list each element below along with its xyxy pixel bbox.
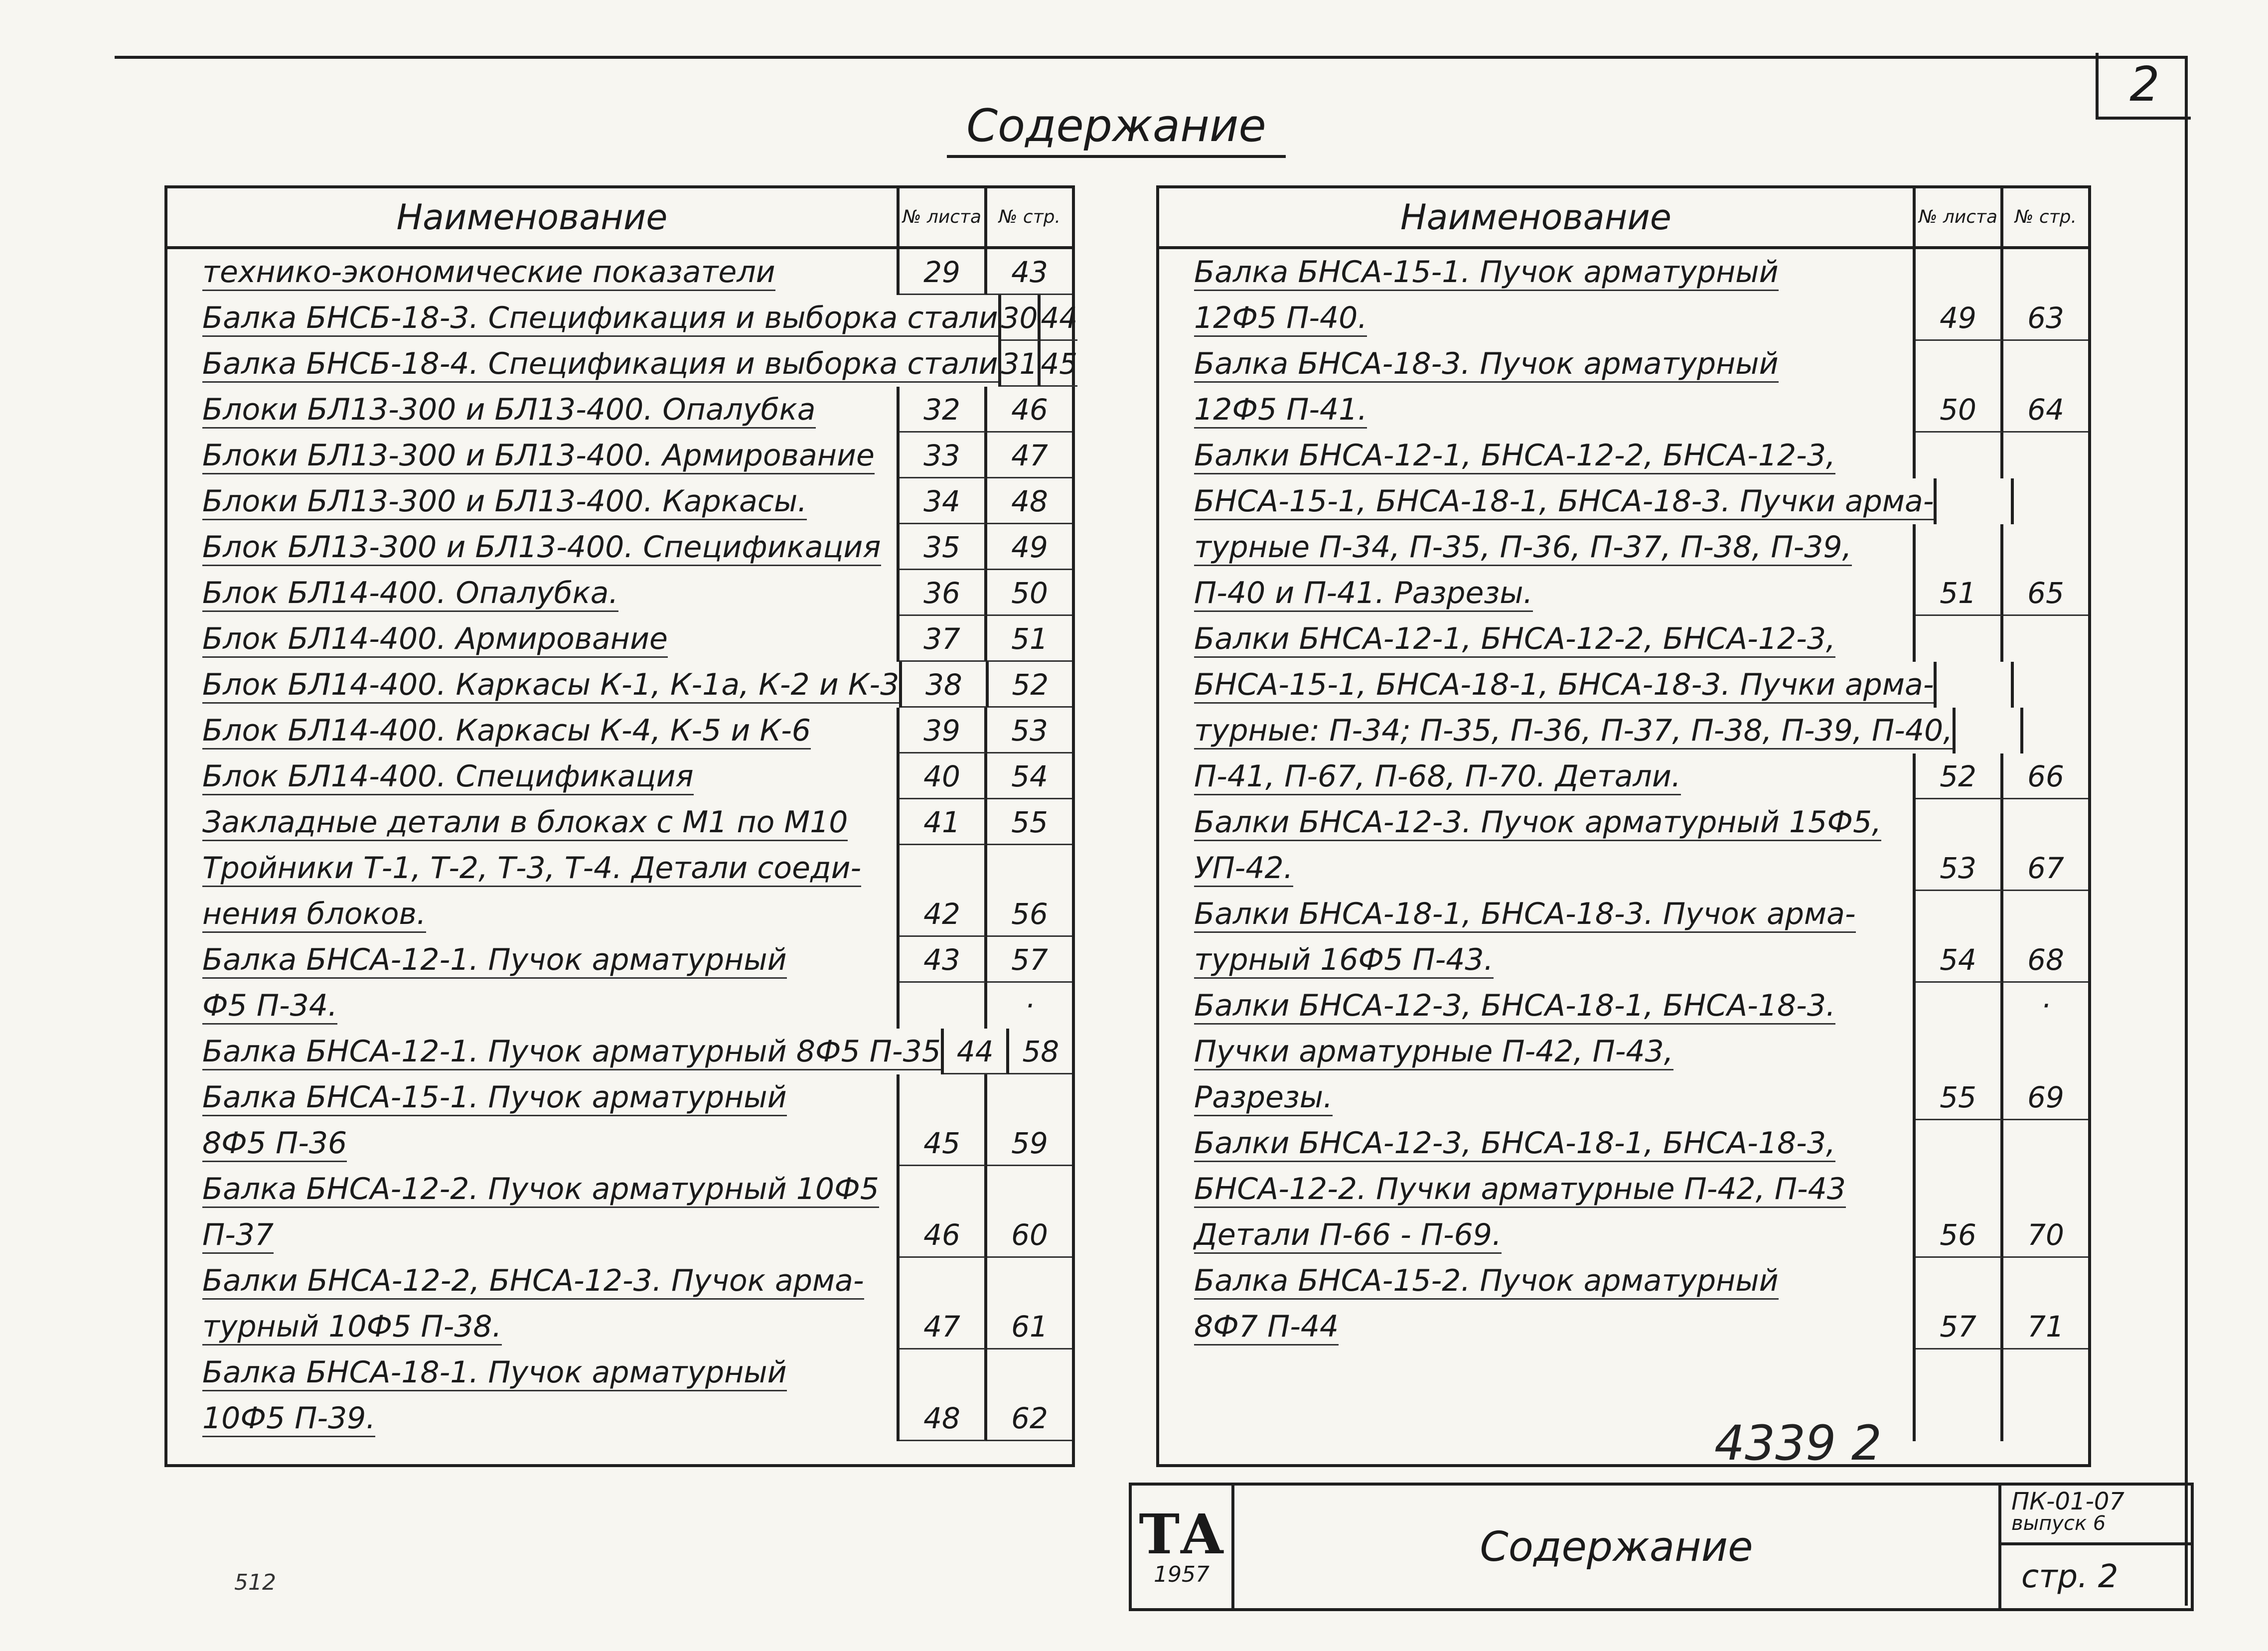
toc-entry-name bbox=[1159, 616, 1916, 662]
toc-entry-page bbox=[987, 1258, 1072, 1304]
toc-entry-page: 51 bbox=[987, 616, 1072, 662]
toc-entry-page bbox=[2003, 341, 2088, 387]
toc-row bbox=[1159, 616, 2088, 662]
toc-row bbox=[1159, 1029, 2088, 1074]
toc-entry-page: 66 bbox=[2003, 753, 2088, 799]
toc-row bbox=[1159, 570, 2088, 616]
toc-row bbox=[1159, 1074, 2088, 1120]
toc-row bbox=[167, 433, 1072, 478]
toc-entry-text: 8Ф7 П-44 bbox=[1194, 1309, 1339, 1346]
toc-entry-sheet: 39 bbox=[900, 708, 987, 753]
toc-row bbox=[167, 1304, 1072, 1350]
toc-row bbox=[167, 891, 1072, 937]
toc-entry-name bbox=[1159, 845, 1916, 891]
toc-entry-text: Блок БЛ14-400. Каркасы К-4, К-5 и К-6 bbox=[202, 713, 811, 750]
toc-entry-text: Балка БНСА-12-2. Пучок арматурный 10Ф5 bbox=[202, 1172, 879, 1208]
toc-entry-text: Блоки БЛ13-300 и БЛ13-400. Каркасы. bbox=[202, 484, 807, 520]
toc-entry-sheet bbox=[900, 845, 987, 891]
toc-row bbox=[167, 1120, 1072, 1166]
toc-entry-text: Тройники Т-1, Т-2, Т-3, Т-4. Детали соеди- bbox=[202, 851, 861, 887]
toc-entry-name bbox=[167, 524, 900, 570]
toc-row bbox=[1159, 1212, 2088, 1258]
toc-entry-name bbox=[167, 1304, 900, 1350]
toc-row bbox=[1159, 1120, 2088, 1166]
toc-row bbox=[167, 662, 1072, 708]
toc-entry-name bbox=[167, 570, 900, 616]
toc-entry-sheet: 51 bbox=[1916, 570, 2003, 616]
toc-entry-name bbox=[1159, 478, 1937, 524]
toc-entry-name bbox=[1159, 524, 1916, 570]
toc-entry-sheet: 53 bbox=[1916, 845, 2003, 891]
toc-entry-text: турные П-34, П-35, П-36, П-37, П-38, П-39, bbox=[1194, 530, 1852, 566]
toc-entry-sheet: 49 bbox=[1916, 295, 2003, 341]
toc-entry-sheet: 36 bbox=[900, 570, 987, 616]
toc-entry-text: 12Ф5 П-40. bbox=[1194, 300, 1367, 337]
header-page: № стр. bbox=[2015, 207, 2077, 228]
toc-entry-text: Пучки арматурные П-42, П-43, bbox=[1194, 1034, 1673, 1070]
toc-entry-text: БНСА-12-2. Пучки арматурные П-42, П-43 bbox=[1194, 1172, 1846, 1208]
toc-entry-text: Балка БНСА-18-1. Пучок арматурный bbox=[202, 1355, 787, 1391]
toc-entry-page: 57 bbox=[987, 937, 1072, 983]
toc-entry-page: 60 bbox=[987, 1212, 1072, 1258]
toc-entry-text: Ф5 П-34. bbox=[202, 988, 337, 1025]
logo-text: ТА bbox=[1139, 1501, 1224, 1566]
toc-entry-name bbox=[167, 249, 900, 295]
toc-entry-text: Блок БЛ13-300 и БЛ13-400. Спецификация bbox=[202, 530, 881, 566]
toc-row bbox=[1159, 891, 2088, 937]
toc-entry-name bbox=[167, 1350, 900, 1395]
toc-entry-sheet bbox=[1916, 799, 2003, 845]
toc-entry-text: Балка БНСА-15-1. Пучок арматурный bbox=[1194, 255, 1779, 291]
toc-entry-sheet bbox=[1916, 983, 2003, 1029]
toc-entry-text: Балка БНСА-18-3. Пучок арматурный bbox=[1194, 346, 1779, 383]
handwritten-mark: 4339 2 bbox=[1714, 1415, 1882, 1471]
toc-entry-name bbox=[167, 662, 902, 708]
toc-entry-sheet: 48 bbox=[900, 1395, 987, 1441]
toc-entry-text: Балки БНСА-18-1, БНСА-18-3. Пучок арма- bbox=[1194, 897, 1856, 933]
toc-entry-text: нения блоков. bbox=[202, 897, 426, 933]
toc-row bbox=[1159, 478, 2088, 524]
toc-entry-name bbox=[1159, 433, 1916, 478]
toc-entry-sheet: 43 bbox=[900, 937, 987, 983]
toc-row bbox=[167, 249, 1072, 295]
header-page: № стр. bbox=[999, 207, 1060, 228]
toc-entry-page: 46 bbox=[987, 387, 1072, 433]
toc-row bbox=[1159, 799, 2088, 845]
toc-row bbox=[1159, 1395, 2088, 1441]
toc-entry-page bbox=[987, 845, 1072, 891]
toc-entry-page bbox=[987, 1074, 1072, 1120]
toc-entry-text: УП-42. bbox=[1194, 851, 1293, 887]
toc-table-right bbox=[1156, 185, 2091, 1467]
toc-row bbox=[167, 1029, 1072, 1074]
toc-entry-sheet: 44 bbox=[944, 1029, 1010, 1074]
toc-entry-text: Блок БЛ14-400. Спецификация bbox=[202, 759, 694, 795]
toc-entry-text: Блок БЛ14-400. Опалубка. bbox=[202, 576, 618, 612]
toc-entry-page: 56 bbox=[987, 891, 1072, 937]
toc-entry-page bbox=[987, 1350, 1072, 1395]
sheet-number: 2 bbox=[2096, 53, 2191, 120]
toc-entry-page: 58 bbox=[1009, 1029, 1072, 1074]
toc-entry-page: 61 bbox=[987, 1304, 1072, 1350]
toc-entry-page bbox=[2003, 249, 2088, 295]
toc-entry-page: 44 bbox=[1041, 295, 1077, 341]
toc-entry-page bbox=[2003, 616, 2088, 662]
toc-row bbox=[1159, 1350, 2088, 1395]
toc-row bbox=[167, 570, 1072, 616]
title-block-name: Содержание bbox=[1234, 1486, 2001, 1608]
toc-entry-name bbox=[167, 295, 1001, 341]
toc-row bbox=[1159, 1258, 2088, 1304]
toc-row bbox=[1159, 295, 2088, 341]
toc-entry-text: 12Ф5 П-41. bbox=[1194, 392, 1367, 429]
toc-rows-left bbox=[167, 249, 1078, 1441]
toc-entry-sheet: 57 bbox=[1916, 1304, 2003, 1350]
toc-entry-page bbox=[2003, 433, 2088, 478]
toc-entry-sheet bbox=[1916, 1258, 2003, 1304]
toc-entry-name bbox=[167, 983, 900, 1029]
toc-entry-sheet: 45 bbox=[900, 1120, 987, 1166]
toc-row bbox=[167, 799, 1072, 845]
toc-entry-page: 47 bbox=[987, 433, 1072, 478]
toc-entry-page: 69 bbox=[2003, 1074, 2088, 1120]
header-name: Наименование bbox=[1159, 188, 1916, 246]
toc-row bbox=[1159, 524, 2088, 570]
toc-entry-sheet: 33 bbox=[900, 433, 987, 478]
toc-entry-name bbox=[1159, 1258, 1916, 1304]
toc-row bbox=[1159, 249, 2088, 295]
toc-entry-page: · bbox=[2041, 989, 2051, 1023]
toc-row bbox=[167, 1350, 1072, 1395]
toc-entry-name bbox=[1159, 662, 1937, 708]
toc-entry-name bbox=[167, 1074, 900, 1120]
toc-entry-text: Балка БНСА-15-1. Пучок арматурный bbox=[202, 1080, 787, 1116]
toc-entry-page: 53 bbox=[987, 708, 1072, 753]
header-sheet: № листа bbox=[900, 188, 987, 246]
toc-row bbox=[1159, 708, 2088, 753]
toc-row bbox=[167, 1074, 1072, 1120]
toc-entry-sheet bbox=[900, 983, 987, 1029]
toc-entry-sheet: 52 bbox=[1916, 753, 2003, 799]
title-block bbox=[1129, 1483, 2194, 1611]
toc-entry-name bbox=[167, 1120, 900, 1166]
toc-row bbox=[167, 1166, 1072, 1212]
toc-entry-sheet: 34 bbox=[900, 478, 987, 524]
toc-entry-text: П-40 и П-41. Разрезы. bbox=[1194, 576, 1533, 612]
toc-row bbox=[167, 1258, 1072, 1304]
toc-entry-name bbox=[167, 1258, 900, 1304]
toc-entry-sheet bbox=[1916, 1029, 2003, 1074]
toc-entry-text: технико-экономические показатели bbox=[202, 255, 775, 291]
toc-entry-name bbox=[167, 387, 900, 433]
toc-row bbox=[1159, 341, 2088, 387]
toc-row bbox=[167, 708, 1072, 753]
toc-entry-text: 8Ф5 П-36 bbox=[202, 1126, 347, 1162]
toc-entry-sheet bbox=[1916, 1120, 2003, 1166]
page-title: Содержание bbox=[947, 100, 1286, 158]
toc-entry-sheet bbox=[900, 1350, 987, 1395]
toc-entry-text: Блок БЛ14-400. Армирование bbox=[202, 621, 668, 658]
toc-entry-sheet: 55 bbox=[1916, 1074, 2003, 1120]
toc-entry-text: турные: П-34; П-35, П-36, П-37, П-38, П-39, П-40, bbox=[1194, 713, 1953, 750]
toc-entry-name bbox=[167, 1166, 900, 1212]
toc-row bbox=[167, 616, 1072, 662]
toc-header-left bbox=[167, 188, 1072, 249]
toc-entry-sheet: 40 bbox=[900, 753, 987, 799]
toc-row bbox=[1159, 433, 2088, 478]
toc-entry-sheet: 41 bbox=[900, 799, 987, 845]
toc-entry-name bbox=[1159, 708, 1956, 753]
toc-entry-text: Балки БНСА-12-3, БНСА-18-1, БНСА-18-3. bbox=[1194, 988, 1835, 1025]
toc-entry-sheet: 30 bbox=[1001, 295, 1041, 341]
toc-entry-sheet bbox=[900, 1074, 987, 1120]
toc-row bbox=[1159, 662, 2088, 708]
toc-entry-sheet bbox=[1937, 662, 2014, 708]
toc-entry-name bbox=[167, 891, 900, 937]
toc-entry-page: · bbox=[1025, 989, 1035, 1023]
toc-row bbox=[167, 1395, 1072, 1441]
toc-entry-page: 59 bbox=[987, 1120, 1072, 1166]
toc-entry-name bbox=[167, 708, 900, 753]
toc-entry-sheet: 54 bbox=[1916, 937, 2003, 983]
toc-entry-text: Балки БНСА-12-1, БНСА-12-2, БНСА-12-3, bbox=[1194, 621, 1835, 658]
toc-entry-page: 48 bbox=[987, 478, 1072, 524]
toc-entry-page: 52 bbox=[989, 662, 1072, 708]
toc-entry-sheet bbox=[900, 1258, 987, 1304]
toc-entry-page bbox=[2003, 1166, 2088, 1212]
toc-entry-page: 63 bbox=[2003, 295, 2088, 341]
toc-entry-page: 64 bbox=[2003, 387, 2088, 433]
toc-row bbox=[1159, 845, 2088, 891]
toc-entry-text: П-41, П-67, П-68, П-70. Детали. bbox=[1194, 759, 1681, 795]
toc-entry-name bbox=[1159, 341, 1916, 387]
document-code bbox=[2001, 1486, 2191, 1545]
toc-entry-name bbox=[1159, 799, 1916, 845]
toc-entry-name bbox=[167, 799, 900, 845]
toc-row bbox=[1159, 1166, 2088, 1212]
toc-entry-sheet: 46 bbox=[900, 1212, 987, 1258]
toc-entry-name bbox=[1159, 1029, 1916, 1074]
toc-entry-sheet: 35 bbox=[900, 524, 987, 570]
toc-entry-page bbox=[2014, 478, 2088, 524]
toc-entry-page: 67 bbox=[2003, 845, 2088, 891]
toc-entry-page bbox=[2003, 1258, 2088, 1304]
toc-entry-page bbox=[2023, 708, 2088, 753]
toc-entry-sheet: 47 bbox=[900, 1304, 987, 1350]
logo bbox=[1132, 1486, 1234, 1608]
toc-entry-sheet: 42 bbox=[900, 891, 987, 937]
toc-row bbox=[167, 387, 1072, 433]
toc-entry-name bbox=[167, 478, 900, 524]
toc-row bbox=[167, 1212, 1072, 1258]
document-code-line2: выпуск 6 bbox=[2011, 1512, 2106, 1535]
toc-entry-sheet: 31 bbox=[1001, 341, 1041, 387]
toc-entry-sheet bbox=[900, 1166, 987, 1212]
toc-entry-name bbox=[167, 1212, 900, 1258]
top-frame-line bbox=[115, 56, 2188, 59]
toc-entry-sheet bbox=[1916, 1395, 2003, 1441]
toc-entry-text: Балка БНСБ-18-4. Спецификация и выборка стали bbox=[202, 346, 998, 383]
toc-entry-page: 50 bbox=[987, 570, 1072, 616]
toc-row bbox=[1159, 983, 2088, 1029]
logo-year: 1957 bbox=[1154, 1561, 1210, 1587]
toc-entry-text: Закладные детали в блоках с М1 по М10 bbox=[202, 805, 848, 841]
toc-rows-right bbox=[1159, 249, 2088, 1441]
toc-entry-name bbox=[1159, 387, 1916, 433]
toc-entry-sheet bbox=[1916, 249, 2003, 295]
toc-entry-name bbox=[1159, 1304, 1916, 1350]
toc-entry-page: 43 bbox=[987, 249, 1072, 295]
toc-entry-text: Разрезы. bbox=[1194, 1080, 1333, 1116]
toc-entry-text: БНСА-15-1, БНСА-18-1, БНСА-18-3. Пучки арма- bbox=[1194, 484, 1934, 520]
toc-entry-name bbox=[167, 1029, 944, 1074]
toc-row bbox=[167, 753, 1072, 799]
toc-entry-name bbox=[1159, 983, 1916, 1029]
toc-entry-text: Детали П-66 - П-69. bbox=[1194, 1217, 1502, 1254]
toc-entry-name bbox=[167, 1395, 900, 1441]
toc-entry-name bbox=[1159, 1166, 1916, 1212]
toc-entry-text: Балки БНСА-12-2, БНСА-12-3. Пучок арма- bbox=[202, 1263, 864, 1300]
toc-entry-page bbox=[2003, 799, 2088, 845]
toc-entry-page: 71 bbox=[2003, 1304, 2088, 1350]
toc-entry-name bbox=[167, 845, 900, 891]
toc-entry-sheet bbox=[1956, 708, 2023, 753]
header-sheet: № листа bbox=[1916, 188, 2003, 246]
toc-entry-sheet bbox=[1916, 891, 2003, 937]
toc-row bbox=[167, 845, 1072, 891]
toc-entry-text: БНСА-15-1, БНСА-18-1, БНСА-18-3. Пучки арма- bbox=[1194, 667, 1934, 704]
toc-entry-name bbox=[1159, 891, 1916, 937]
toc-entry-name bbox=[1159, 1212, 1916, 1258]
toc-entry-page: 54 bbox=[987, 753, 1072, 799]
toc-entry-text: турный 10Ф5 П-38. bbox=[202, 1309, 502, 1346]
toc-entry-text: Балка БНСА-12-1. Пучок арматурный 8Ф5 П-35 bbox=[202, 1034, 941, 1070]
toc-entry-sheet: 32 bbox=[900, 387, 987, 433]
toc-entry-sheet bbox=[1916, 433, 2003, 478]
toc-entry-name bbox=[167, 341, 1001, 387]
toc-entry-text: Блок БЛ14-400. Каркасы К-1, К-1а, К-2 и К-3 bbox=[202, 667, 899, 704]
toc-header-right bbox=[1159, 188, 2088, 249]
toc-entry-text: 10Ф5 П-39. bbox=[202, 1401, 375, 1437]
toc-entry-name bbox=[1159, 570, 1916, 616]
toc-entry-text: Балки БНСА-12-1, БНСА-12-2, БНСА-12-3, bbox=[1194, 438, 1835, 474]
toc-entry-sheet bbox=[1916, 616, 2003, 662]
page-label: стр. 2 bbox=[2021, 1558, 2118, 1595]
toc-entry-name bbox=[1159, 1350, 1916, 1395]
toc-entry-page bbox=[2003, 1350, 2088, 1395]
toc-entry-name bbox=[1159, 295, 1916, 341]
toc-entry-text: Балка БНСБ-18-3. Спецификация и выборка стали bbox=[202, 300, 998, 337]
toc-entry-page: 55 bbox=[987, 799, 1072, 845]
toc-entry-sheet bbox=[1916, 1350, 2003, 1395]
toc-row bbox=[1159, 937, 2088, 983]
toc-entry-name bbox=[1159, 1120, 1916, 1166]
toc-row bbox=[167, 341, 1078, 387]
toc-entry-sheet bbox=[1916, 1166, 2003, 1212]
toc-entry-text: Балка БНСА-12-1. Пучок арматурный bbox=[202, 942, 787, 979]
toc-entry-sheet bbox=[1916, 524, 2003, 570]
right-frame-line bbox=[2185, 56, 2188, 1606]
toc-entry-page bbox=[2003, 891, 2088, 937]
toc-row bbox=[167, 524, 1072, 570]
toc-entry-text: Блоки БЛ13-300 и БЛ13-400. Опалубка bbox=[202, 392, 816, 429]
toc-entry-page: 65 bbox=[2003, 570, 2088, 616]
toc-row bbox=[1159, 1304, 2088, 1350]
toc-entry-text: П-37 bbox=[202, 1217, 274, 1254]
toc-entry-page bbox=[2003, 1120, 2088, 1166]
toc-entry-sheet: 29 bbox=[900, 249, 987, 295]
toc-entry-text: Балки БНСА-12-3, БНСА-18-1, БНСА-18-3, bbox=[1194, 1126, 1835, 1162]
toc-entry-page bbox=[2003, 1395, 2088, 1441]
toc-row bbox=[167, 937, 1072, 983]
toc-entry-name bbox=[167, 616, 900, 662]
toc-table-left bbox=[164, 185, 1078, 1467]
document-code-line1: ПК-01-07 bbox=[2011, 1488, 2124, 1515]
toc-entry-sheet: 56 bbox=[1916, 1212, 2003, 1258]
footnote: 512 bbox=[234, 1570, 276, 1595]
title-block-right bbox=[2001, 1486, 2191, 1608]
toc-entry-name bbox=[167, 433, 900, 478]
toc-entry-page: 68 bbox=[2003, 937, 2088, 983]
toc-row bbox=[1159, 387, 2088, 433]
toc-row bbox=[167, 295, 1078, 341]
toc-entry-text: Балки БНСА-12-3. Пучок арматурный 15Ф5, bbox=[1194, 805, 1881, 841]
toc-entry-page: 49 bbox=[987, 524, 1072, 570]
toc-row bbox=[167, 983, 1072, 1029]
toc-entry-name bbox=[167, 753, 900, 799]
toc-entry-sheet: 37 bbox=[900, 616, 987, 662]
toc-entry-page bbox=[2014, 662, 2088, 708]
toc-entry-page bbox=[2003, 1029, 2088, 1074]
toc-entry-name bbox=[1159, 753, 1916, 799]
toc-entry-page: 70 bbox=[2003, 1212, 2088, 1258]
toc-row bbox=[1159, 753, 2088, 799]
toc-entry-name bbox=[1159, 937, 1916, 983]
toc-entry-sheet: 38 bbox=[902, 662, 988, 708]
toc-entry-page: 45 bbox=[1041, 341, 1077, 387]
toc-entry-text: турный 16Ф5 П-43. bbox=[1194, 942, 1494, 979]
toc-row bbox=[167, 478, 1072, 524]
toc-entry-sheet bbox=[1916, 341, 2003, 387]
toc-entry-page: 62 bbox=[987, 1395, 1072, 1441]
toc-entry-name bbox=[167, 937, 900, 983]
toc-entry-sheet: 50 bbox=[1916, 387, 2003, 433]
toc-entry-name bbox=[1159, 1074, 1916, 1120]
header-name: Наименование bbox=[167, 188, 900, 246]
toc-entry-sheet bbox=[1937, 478, 2014, 524]
toc-entry-page bbox=[2003, 524, 2088, 570]
toc-entry-page bbox=[987, 1166, 1072, 1212]
toc-entry-name bbox=[1159, 249, 1916, 295]
toc-entry-text: Балка БНСА-15-2. Пучок арматурный bbox=[1194, 1263, 1779, 1300]
toc-entry-text: Блоки БЛ13-300 и БЛ13-400. Армирование bbox=[202, 438, 875, 474]
